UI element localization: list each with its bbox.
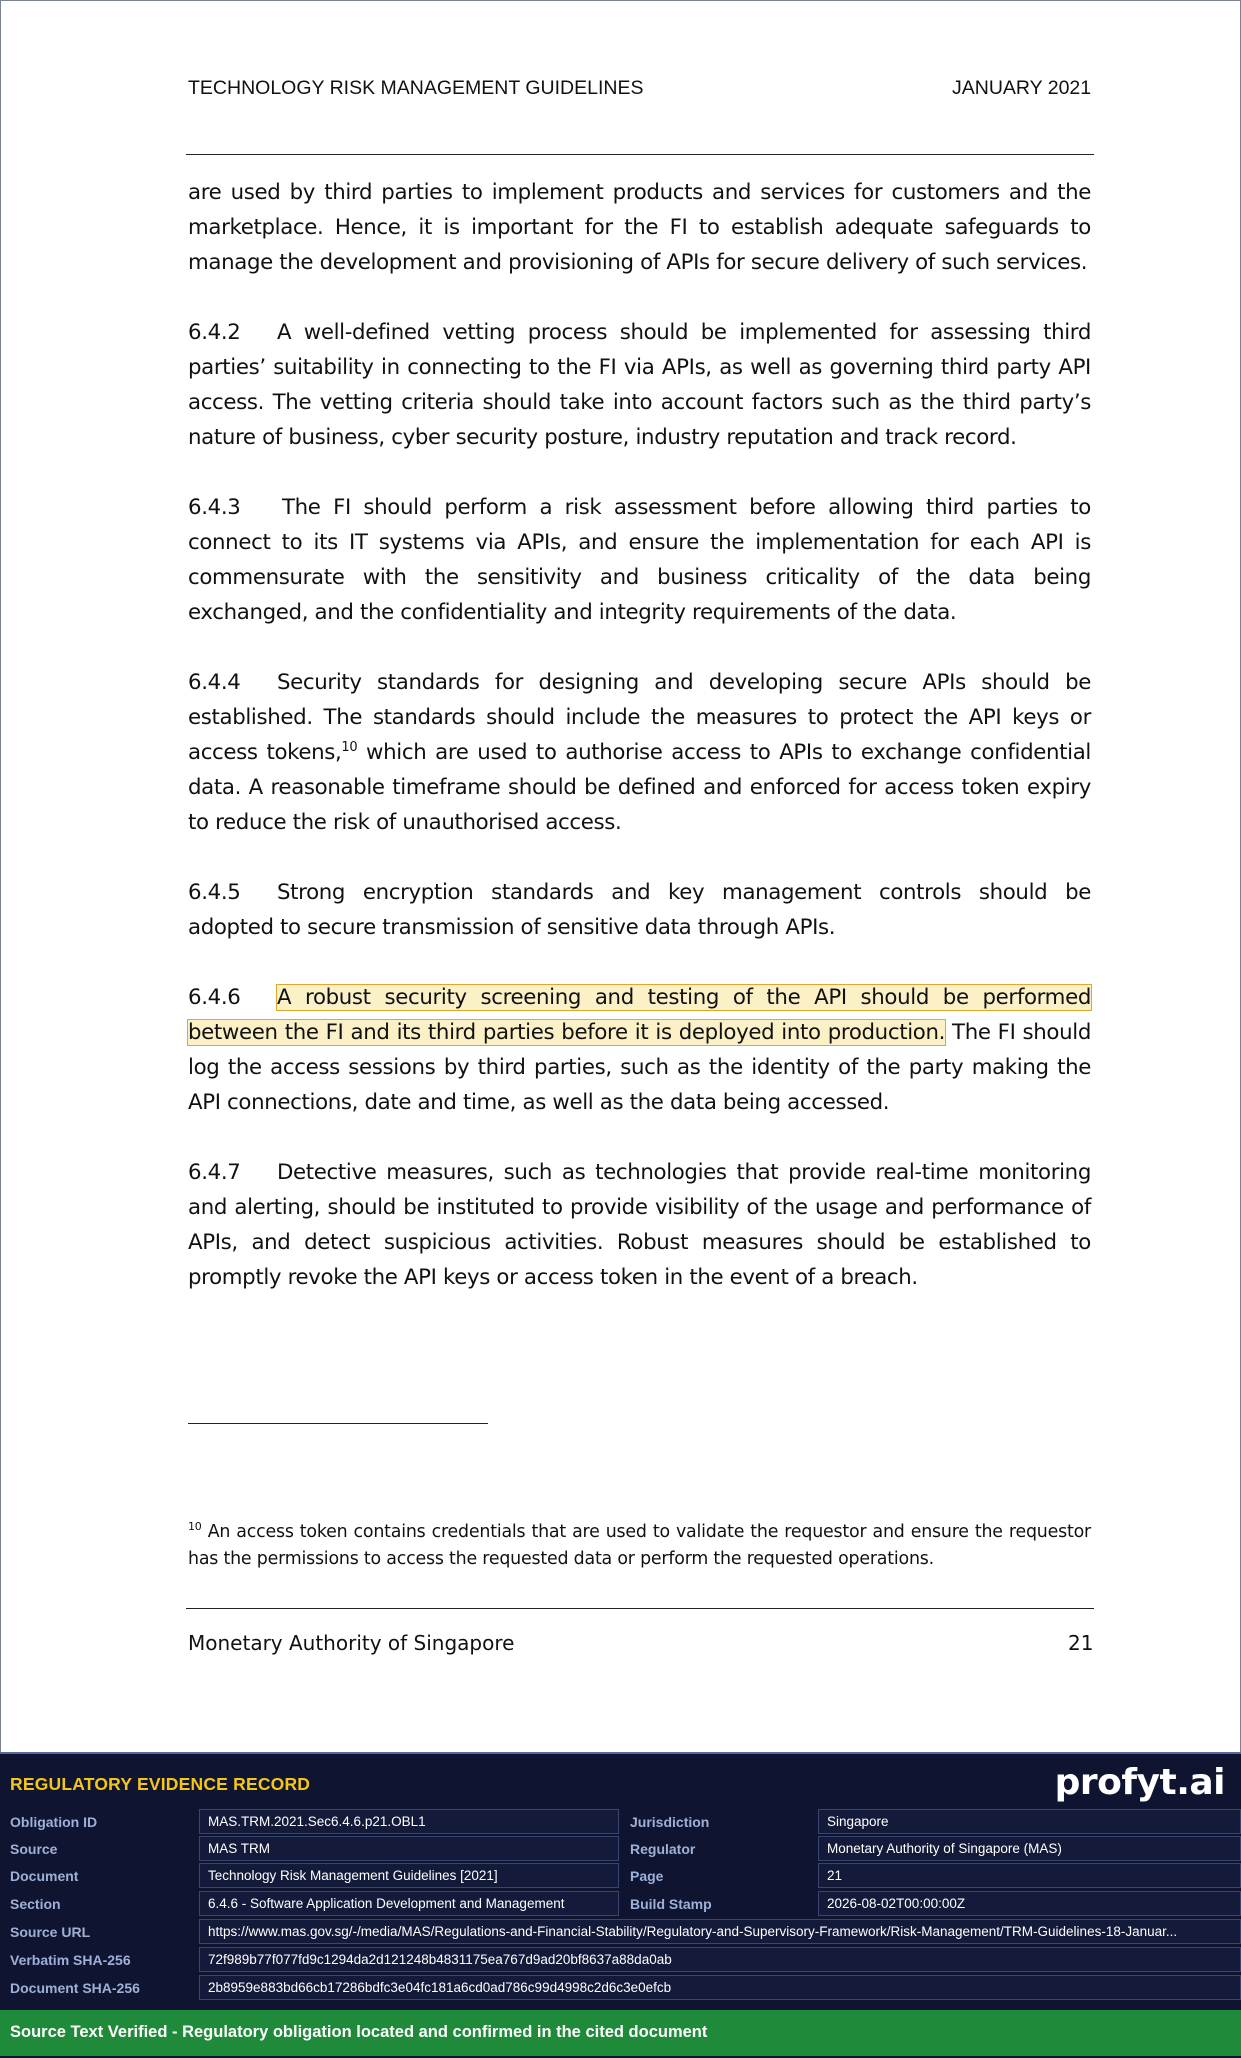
footer-rule <box>186 1608 1094 1609</box>
paragraph-6-4-5 <box>188 875 1091 945</box>
field-label: Build Stamp <box>630 1896 712 1912</box>
record-row-document <box>0 1862 1241 1889</box>
record-row-obligation-id <box>0 1808 1241 1835</box>
field-label: Source <box>10 1841 58 1857</box>
paragraph-text: The FI should perform a risk assessment before allowing third parties to connect to its IT systems via APIs, and ensure the implementation for each API is commensurate with the sensitivity and business criticality of the data being exchanged, and the confidentiality and integrity requirements of the data. <box>188 495 1091 625</box>
source-url-link[interactable]: https://www.mas.gov.sg/-/media/MAS/Regulations-and-Financial-Stability/Regulatory-and-Supervisory-Framework/Risk-Management/TRM-Guidelines-18-Januar... <box>199 1919 1241 1944</box>
field-value: Singapore <box>818 1809 1241 1834</box>
paragraph-text: Detective measures, such as technologies that provide real-time monitoring and alerting, should be instituted to provide visibility of the usage and performance of APIs, and detect suspicious activities. Robust measures should be established to promptly revoke the API keys or access token in the event of a breach. <box>188 1160 1091 1290</box>
section-number: 6.4.2 <box>188 320 241 345</box>
field-label: Regulator <box>630 1841 696 1857</box>
field-value: Technology Risk Management Guidelines [2021] <box>199 1863 619 1888</box>
field-label: Section <box>10 1896 61 1912</box>
highlighted-obligation-text: A robust security screening and testing of the API should be performed between the FI and its third parties before it is deployed into production. <box>188 985 1091 1045</box>
field-value: MAS.TRM.2021.Sec6.4.6.p21.OBL1 <box>199 1809 619 1834</box>
running-header-title: TECHNOLOGY RISK MANAGEMENT GUIDELINES <box>188 77 644 99</box>
record-title: REGULATORY EVIDENCE RECORD <box>10 1774 311 1794</box>
paragraph-6-4-2 <box>188 315 1091 455</box>
paragraph-text-continued: which are used to authorise access to APIs to exchange confidential data. A reasonable timeframe should be defined and enforced for access token expiry to reduce the risk of unauthorised access. <box>188 740 1091 835</box>
paragraph-text: The FI should log the access sessions by third parties, such as the identity of the party making the API connections, date and time, as well as the data being accessed. <box>188 1020 1091 1115</box>
section-number: 6.4.5 <box>188 880 241 905</box>
paragraph-text: A well-defined vetting process should be implemented for assessing third parties’ suitability in connecting to the FI via APIs, as well as governing third party API access. The vetting criteria should take into account factors such as the third party’s nature of business, cyber security posture, industry reputation and track record. <box>188 320 1091 450</box>
section-number: 6.4.6 <box>188 985 241 1010</box>
running-header-date: JANUARY 2021 <box>952 77 1092 99</box>
profyt-logo: profyt.ai <box>1054 1762 1225 1803</box>
verification-status-banner: Source Text Verified - Regulatory obligation located and confirmed in the cited document <box>0 2010 1241 2056</box>
paragraph-6-4-3 <box>188 490 1091 630</box>
field-value: Monetary Authority of Singapore (MAS) <box>818 1836 1241 1861</box>
field-label: Source URL <box>10 1924 91 1940</box>
section-number: 6.4.4 <box>188 670 241 695</box>
header-rule <box>186 154 1094 155</box>
field-value: 72f989b77f077fd9c1294da2d121248b4831175ea767d9ad20bf8637a88da0ab <box>199 1947 1241 1972</box>
record-row-document-sha <box>0 1974 1241 2001</box>
section-number: 6.4.3 <box>188 495 241 520</box>
footnote-rule <box>188 1423 488 1424</box>
paragraph-6-4-4 <box>188 665 1091 840</box>
field-value: 2b8959e883bd66cb17286bdfc3e04fc181a6cd0ad786c99d4998c2d6c3e0efcb <box>199 1975 1241 2000</box>
record-row-verbatim-sha <box>0 1946 1241 1973</box>
field-value: 21 <box>818 1863 1241 1888</box>
record-row-section <box>0 1890 1241 1917</box>
field-label: Obligation ID <box>10 1814 98 1830</box>
footnote <box>188 1519 1091 1573</box>
footnote-marker: 10 <box>188 1520 202 1534</box>
paragraph-6-4-7 <box>188 1155 1091 1295</box>
field-label: Jurisdiction <box>630 1814 710 1830</box>
footnote-reference: 10 <box>341 739 358 755</box>
body-text <box>188 175 1091 1330</box>
footer-organization: Monetary Authority of Singapore <box>188 1631 515 1655</box>
paragraph-text: Security standards for designing and developing secure APIs should be established. The standards should include the measures to protect the API keys or access tokens, <box>188 670 1091 765</box>
field-value: 6.4.6 - Software Application Development and Management <box>199 1891 619 1916</box>
record-row-source-url <box>0 1918 1241 1945</box>
field-label: Document SHA-256 <box>10 1980 140 1996</box>
field-value: 2026-08-02T00:00:00Z <box>818 1891 1241 1916</box>
page-number: 21 <box>1068 1631 1094 1655</box>
field-value: MAS TRM <box>199 1836 619 1861</box>
section-number: 6.4.7 <box>188 1160 241 1185</box>
record-row-source <box>0 1835 1241 1862</box>
field-label: Verbatim SHA-256 <box>10 1952 131 1968</box>
paragraph-6-4-6 <box>188 980 1091 1120</box>
paragraph-intro: are used by third parties to implement products and services for customers and the marketplace. Hence, it is important for the FI to establish adequate safeguards to manage the development and provisioning of APIs for secure delivery of such services. <box>188 180 1091 275</box>
paragraph-text: Strong encryption standards and key management controls should be adopted to secure transmission of sensitive data through APIs. <box>188 880 1091 940</box>
footnote-text: An access token contains credentials that are used to validate the requestor and ensure the requestor has the permissions to access the requested data or perform the requested operations. <box>188 1522 1091 1569</box>
field-label: Page <box>630 1868 664 1884</box>
field-label: Document <box>10 1868 79 1884</box>
